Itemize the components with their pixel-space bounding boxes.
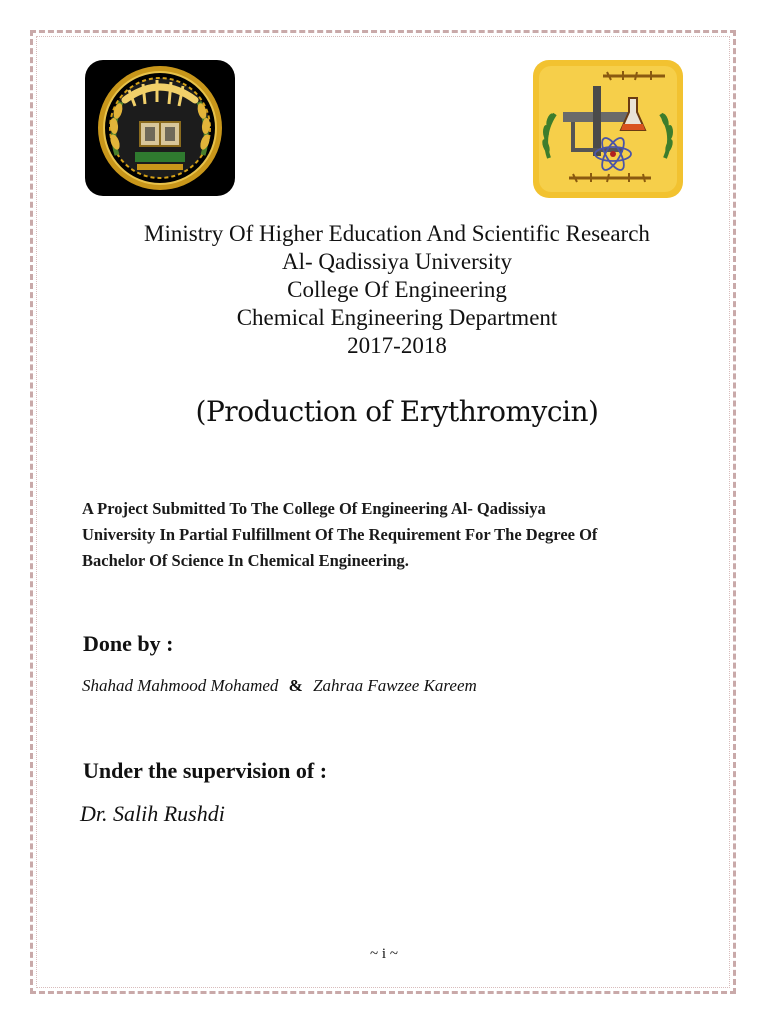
author-1: Shahad Mahmood Mohamed — [82, 676, 279, 695]
supervision-heading: Under the supervision of : — [83, 758, 328, 783]
college-name: College Of Engineering — [287, 277, 507, 302]
submission-line-1: A Project Submitted To The College Of Engineering Al- Qadissiya — [82, 499, 546, 518]
author-separator: & — [288, 676, 303, 695]
supervisor-name: Dr. Salih Rushdi — [80, 801, 225, 826]
author-2: Zahraa Fawzee Kareem — [313, 676, 477, 695]
university-seal-logo — [85, 60, 235, 196]
done-by-heading: Done by : — [83, 631, 174, 656]
university-name: Al- Qadissiya University — [282, 249, 512, 274]
college-emblem-logo — [533, 60, 683, 198]
submission-line-2: University In Partial Fulfillment Of The Requirement For The Degree Of — [82, 525, 598, 544]
ministry-name: Ministry Of Higher Education And Scientific Research — [144, 221, 650, 246]
submission-line-3: Bachelor Of Science In Chemical Engineering. — [82, 551, 409, 570]
department-name: Chemical Engineering Department — [236, 305, 558, 330]
project-title: (Production of Erythromycin) — [195, 395, 599, 428]
authors-line — [82, 674, 477, 698]
submission-statement — [82, 496, 702, 574]
institution-header — [60, 220, 734, 360]
page-number: ~ i ~ — [370, 946, 398, 962]
academic-year: 2017-2018 — [347, 333, 447, 358]
